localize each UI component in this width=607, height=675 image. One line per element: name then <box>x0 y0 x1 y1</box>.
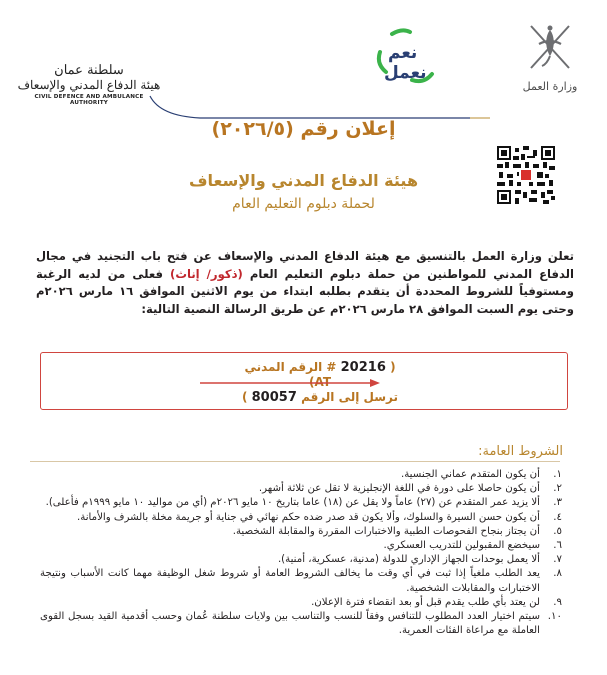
condition-item <box>40 525 562 539</box>
svg-text:نعمل: نعمل <box>384 63 427 83</box>
arrow-right-icon <box>200 379 380 387</box>
authority-name-english: CIVIL DEFENCE AND AMBULANCE AUTHORITY <box>34 94 144 106</box>
condition-item <box>40 553 562 567</box>
sms-code-label: # الرقم المدني AT) <box>244 360 337 389</box>
authority-name-line1: سلطنة عمان <box>54 63 124 78</box>
authority-name-line2: هيئة الدفاع المدني والإسعاف <box>17 78 161 92</box>
condition-item <box>40 496 562 510</box>
condition-text: سيخضع المقبولين للتدريب العسكري. <box>383 540 540 552</box>
condition-text: أن يجتاز بنجاح الفحوصات الطبية والاختبارات المقررة والمقابلة الشخصية. <box>232 525 540 537</box>
condition-text: أن يكون حسن السيرة والسلوك، وألا يكون قد صدر ضده حكم نهائي في جناية أو جريمة مخلة بالشرف والأمانة. <box>77 511 540 523</box>
condition-text: ألا يعمل بوحدات الجهاز الإداري للدولة (مدنية، عسكرية، أمنية). <box>277 554 540 566</box>
sms-send-number: 80057 <box>251 390 297 405</box>
condition-number: ٣. <box>553 497 562 509</box>
condition-number: ٦. <box>553 540 562 552</box>
announcement-paragraph <box>36 248 574 318</box>
condition-text: ألا يزيد عمر المتقدم عن (٢٧) عاماً ولا يقل عن (١٨) عاما بتاريخ ١٠ مايو ٢٠٢٦م (أي من مواليد ١٠ مايو ١٩٩٩م فأعلى). <box>45 497 540 509</box>
condition-number: ٨. <box>553 568 562 580</box>
khanjar-emblem-icon <box>525 22 575 74</box>
naam-namal-logo-icon <box>372 28 438 86</box>
sms-close-paren: ) <box>241 390 248 404</box>
condition-item <box>40 468 562 482</box>
condition-number: ٧. <box>553 554 562 566</box>
organization-title: هيئة الدفاع المدني والإسعاف <box>188 171 419 190</box>
audience-subtitle: لحملة دبلوم التعليم العام <box>232 196 375 212</box>
condition-item <box>40 539 562 553</box>
sms-send-label: ترسل إلى الرقم <box>301 390 399 404</box>
announcement-title: إعلان رقم (٢٠٢٦/٥) <box>211 118 396 140</box>
conditions-divider <box>30 461 560 462</box>
condition-text: سيتم اختيار العدد المطلوب للتنافس وفقاً للنسب والتناسب بين ولايات سلطنة عُمان وحسب أقدمية القيد بسجل القوى العاملة مع مراعاة الفئات العمرية. <box>40 611 540 637</box>
conditions-list <box>40 468 562 638</box>
sms-open-paren: ( <box>390 360 396 374</box>
condition-number: ٥. <box>553 525 562 537</box>
svg-text:نعم: نعم <box>388 43 418 63</box>
condition-number: ٩. <box>553 596 562 608</box>
condition-item <box>40 567 562 595</box>
gender-highlight: (ذكور/ إناث) <box>170 266 243 281</box>
condition-item <box>40 511 562 525</box>
condition-number: ١٠. <box>547 611 562 623</box>
ministry-name: وزارة العمل <box>522 80 578 93</box>
condition-text: لن يعتد بأي طلب يقدم قبل أو بعد انقضاء فترة الإعلان. <box>311 596 540 608</box>
paragraph-part1: تعلن وزارة العمل بالتنسيق مع هيئة الدفاع المدني والإسعاف عن فتح باب التجنيد في مجال الدفاع المدني للمواطنين من حملة دبلوم التعليم العام <box>36 249 575 281</box>
condition-text: أن يكون حاصلا على دورة في اللغة الإنجليزية لا تقل عن ثلاثة أشهر. <box>258 483 540 495</box>
condition-item <box>40 596 562 610</box>
paragraph-part2: فعلى من لديه الرغبة ومستوفياً للشروط المحددة أن يتقدم بطلبه ابتداء من يوم الاثنين الموافق ١٦ مارس ٢٠٢٦م وحتى يوم السبت الموافق ٢٨ مارس ٢٠٢٦م عن طريق الرسالة النصية التالية: <box>36 266 574 316</box>
condition-item <box>40 610 562 638</box>
condition-number: ٤. <box>553 511 562 523</box>
sms-send-to <box>230 390 410 405</box>
condition-item <box>40 482 562 496</box>
condition-number: ١. <box>553 469 562 480</box>
sms-code: 20216 <box>340 360 386 375</box>
condition-text: أن يكون المتقدم عماني الجنسية. <box>400 469 540 480</box>
conditions-title: الشروط العامة: <box>478 444 563 459</box>
condition-number: ٢. <box>553 483 562 495</box>
condition-text: يعد الطلب ملغياً إذا ثبت في أي وقت ما يخالف الشروط العامة أو شروط شغل الوظيفة مهما كانت الأسباب ونتيجة الاختبارات والمقابلات الشخصية. <box>40 568 540 594</box>
